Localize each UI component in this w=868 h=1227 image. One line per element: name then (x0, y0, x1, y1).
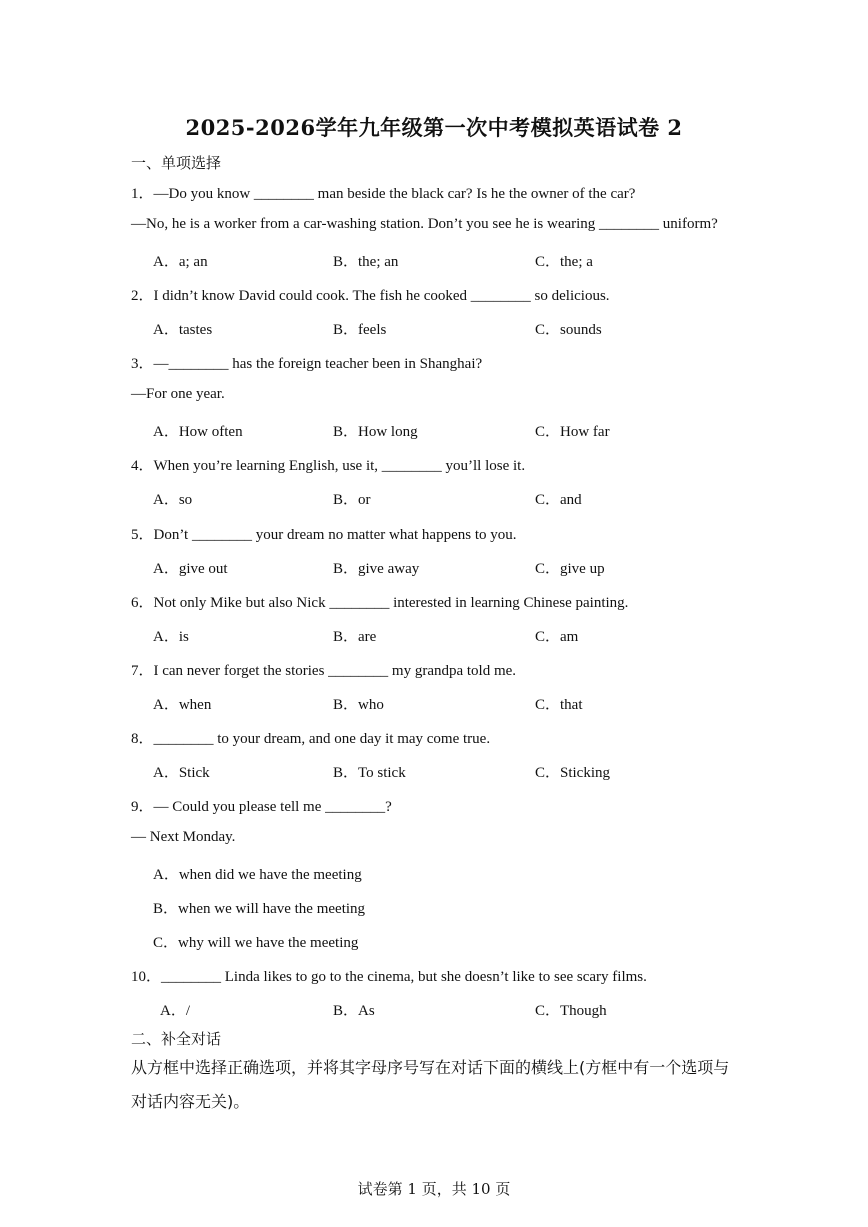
question-3-option-a: A．How often (153, 424, 243, 440)
question-9-stem: 9．— Could you please tell me ________? (131, 799, 392, 815)
question-6-option-b: B．are (333, 629, 377, 645)
question-5-option-c: C．give up (535, 561, 605, 577)
question-4-option-a: A．so (153, 492, 193, 508)
page-footer: 试卷第 1 页，共 10 页 (357, 1180, 511, 1198)
question-2-option-c: C．sounds (535, 322, 602, 338)
question-9-option-c: C．why will we have the meeting (153, 935, 359, 951)
question-1-stem: 1．—Do you know ________ man beside the black car? Is he the owner of the car? (131, 186, 636, 202)
question-5-option-a: A．give out (153, 561, 228, 577)
question-8-option-c: C．Sticking (535, 765, 611, 781)
section-instruction: 从方框中选择正确选项，并将其字母序号写在对话下面的横线上(方框中有一个选项与对话内容无关)。 (131, 1058, 730, 1111)
question-7-option-a: A．when (153, 697, 212, 713)
question-7-stem: 7．I can never forget the stories ________ my grandpa told me. (131, 663, 517, 679)
question-6-stem: 6．Not only Mike but also Nick ________ interested in learning Chinese painting. (131, 595, 629, 611)
question-4-option-c: C．and (535, 492, 582, 508)
question-7-option-b: B．who (333, 697, 384, 713)
question-4-stem: 4．When you’re learning English, use it, ________ you’ll lose it. (131, 458, 526, 474)
question-6-option-a: A．is (153, 629, 189, 645)
question-2-stem: 2．I didn’t know David could cook. The fish he cooked ________ so delicious. (131, 288, 610, 304)
question-9-stem-reply: — Next Monday. (131, 829, 236, 845)
question-5-option-b: B．give away (333, 561, 420, 577)
section-heading-dialogue: 二、补全对话 (131, 1030, 222, 1048)
page-title: 2025-2026学年九年级第一次中考模拟英语试卷 2 (185, 115, 683, 140)
question-10-option-c: C．Though (535, 1003, 607, 1019)
question-8-stem: 8．________ to your dream, and one day it may come true. (131, 731, 491, 747)
question-3-option-b: B．How long (333, 424, 418, 440)
question-2-option-b: B．feels (333, 322, 387, 338)
question-10-option-a: A．/ (160, 1003, 191, 1019)
section-heading-single-choice: 一、单项选择 (131, 154, 222, 172)
question-9-option-b: B．when we will have the meeting (153, 901, 366, 917)
question-1-option-a: A．a; an (153, 254, 208, 270)
question-3-stem: 3．—________ has the foreign teacher been in Shanghai? (131, 356, 483, 372)
question-9-option-a: A．when did we have the meeting (153, 867, 362, 883)
question-8-option-b: B．To stick (333, 765, 406, 781)
question-2-option-a: A．tastes (153, 322, 213, 338)
question-1-option-b: B．the; an (333, 254, 399, 270)
question-6-option-c: C．am (535, 629, 579, 645)
question-4-option-b: B．or (333, 492, 371, 508)
question-5-stem: 5．Don’t ________ your dream no matter what happens to you. (131, 527, 517, 543)
question-3-option-c: C．How far (535, 424, 610, 440)
question-3-stem-reply: —For one year. (131, 386, 225, 402)
question-1-option-c: C．the; a (535, 254, 593, 270)
question-8-option-a: A．Stick (153, 765, 210, 781)
question-10-stem: 10．________ Linda likes to go to the cinema, but she doesn’t like to see scary films. (131, 969, 647, 985)
question-10-option-b: B．As (333, 1003, 375, 1019)
question-7-option-c: C．that (535, 697, 583, 713)
question-1-stem-reply: —No, he is a worker from a car-washing station. Don’t you see he is wearing ________ uniform? (131, 216, 718, 232)
